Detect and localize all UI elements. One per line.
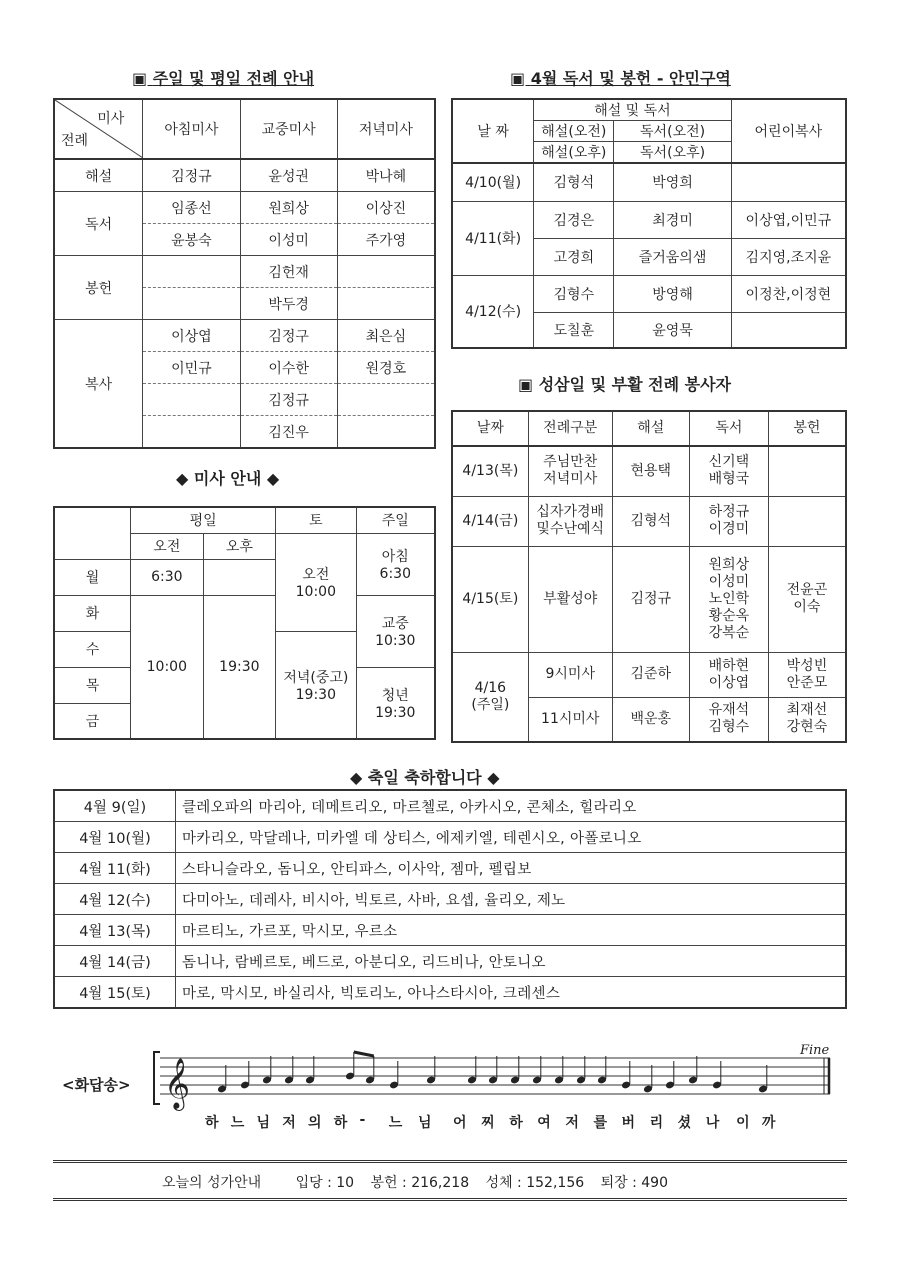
am-commentary-header: 해설(오전) — [534, 121, 614, 142]
sat-pm-time: 19:30 — [295, 686, 336, 703]
holy-week-title-text: 성삼일 및 부활 전례 봉사자 — [538, 375, 731, 394]
feast-saints: 마르티노, 가르포, 막시모, 우르소 — [176, 915, 847, 946]
header-cell: 해설 — [612, 411, 689, 446]
feast-saints: 클레오파의 마리아, 데메트리오, 마르첼로, 아카시오, 콘체소, 힐라리오 — [176, 790, 847, 822]
cell: 김정규 — [612, 546, 689, 652]
date-line: 4/16 — [474, 679, 507, 696]
header-cell: 날짜 — [452, 411, 528, 446]
feast-row — [54, 884, 846, 915]
corner-cell — [54, 99, 143, 159]
cell — [337, 288, 435, 320]
sat-am-label: 오전 — [302, 567, 330, 583]
feast-row — [54, 853, 846, 884]
entrance-value: 10 — [336, 1175, 355, 1191]
date-cell: 4/14(금) — [452, 496, 528, 546]
offerer: 박성빈 — [786, 657, 828, 674]
lyric-syllable: - — [359, 1112, 366, 1128]
liturgy-title-text: 주일 및 평일 전례 안내 — [152, 69, 315, 88]
cell: 김형석 — [612, 496, 689, 546]
cell: 도칠훈 — [534, 312, 614, 348]
sunday-header: 주일 — [356, 507, 435, 533]
date-cell: 4/12(수) — [452, 275, 534, 348]
psalm-label: <화답송> — [62, 1076, 131, 1094]
cell: 이민규 — [143, 352, 240, 384]
lyric-syllable: 님 — [256, 1115, 270, 1131]
sat-pm-label: 저녁(중고) — [283, 669, 349, 686]
type-line: 및수난예식 — [536, 521, 605, 537]
date-cell: 4/13(목) — [452, 446, 528, 496]
lyric-syllable: 느 — [230, 1115, 245, 1131]
reading-title-text: 4월 독서 및 봉헌 - 안민구역 — [530, 69, 731, 88]
offerer: 강현숙 — [786, 719, 828, 736]
cell: 김정구 — [240, 320, 337, 352]
reader: 이상엽 — [708, 674, 750, 691]
svg-text:𝄞: 𝄞 — [164, 1058, 191, 1109]
day-cell: 화 — [54, 595, 131, 631]
blank-cell — [54, 507, 131, 559]
offertory-cell — [768, 697, 846, 742]
cell — [337, 384, 435, 416]
offerer: 안준모 — [786, 674, 828, 691]
sun-morning-cell — [356, 533, 435, 595]
mon-pm-cell — [203, 559, 276, 595]
date-cell: 4/10(월) — [452, 163, 534, 201]
mass-schedule-table — [53, 506, 436, 740]
feast-date: 4월 14(금) — [54, 946, 176, 977]
readers-cell — [689, 546, 768, 652]
sun-youth-time: 19:30 — [375, 704, 416, 721]
feast-date: 4월 15(토) — [54, 977, 176, 1009]
sun-morning-time: 6:30 — [379, 566, 411, 582]
pm-header: 오후 — [203, 533, 276, 559]
header-cell: 독서 — [689, 411, 768, 446]
cell: 김경은 — [534, 201, 614, 238]
lyric-syllable: 나 — [705, 1115, 720, 1131]
date-line: (주일) — [471, 696, 510, 713]
cell: 원경호 — [337, 352, 435, 384]
cell — [731, 163, 846, 201]
feast-date: 4월 13(목) — [54, 915, 176, 946]
cell: 김지영,조지윤 — [731, 238, 846, 275]
feast-saints: 돔니나, 람베르토, 베드로, 아분디오, 리드비나, 안토니오 — [176, 946, 847, 977]
cell: 즐거움의샘 — [614, 238, 731, 275]
cell — [143, 416, 240, 449]
lyric-syllable: 하 — [509, 1115, 523, 1131]
cell: 최경미 — [614, 201, 731, 238]
lyric-syllable: 님 — [417, 1115, 432, 1131]
feast-row — [54, 822, 846, 853]
reader: 배형국 — [708, 471, 750, 488]
cell: 11시미사 — [528, 697, 612, 742]
sun-main-time: 10:30 — [375, 633, 416, 649]
lyric-syllable: 느 — [388, 1115, 403, 1131]
holy-week-title: ▣ 성삼일 및 부활 전례 봉사자 — [518, 375, 731, 394]
date-cell — [452, 652, 528, 742]
cell — [143, 256, 240, 288]
lyric-syllable: 여 — [537, 1115, 551, 1131]
date-cell: 4/11(화) — [452, 201, 534, 275]
feast-title-text: 축일 축하합니다 — [367, 768, 482, 787]
lyric-syllable: 하 — [333, 1115, 348, 1131]
saturday-header: 토 — [276, 507, 356, 533]
feast-saints: 마카리오, 막달레나, 미카엘 데 상티스, 에제키엘, 테렌시오, 아폴로니오 — [176, 822, 847, 853]
feast-saints: 다미아노, 데레사, 비시아, 빅토르, 사바, 요셉, 율리오, 제노 — [176, 884, 847, 915]
cell: 이정찬,이정현 — [731, 275, 846, 312]
sun-main-label: 교중 — [381, 616, 409, 632]
communion-value: 152,156 — [526, 1175, 585, 1191]
cell: 박나혜 — [337, 159, 435, 192]
mon-am-cell: 6:30 — [131, 559, 204, 595]
weekday-pm-cell: 19:30 — [203, 595, 276, 739]
col-header: 저녁미사 — [337, 99, 435, 159]
lyric-syllable: 찌 — [481, 1115, 495, 1131]
cell: 박두경 — [240, 288, 337, 320]
offertory-cell — [768, 652, 846, 697]
cell: 김헌재 — [240, 256, 337, 288]
weekday-am-cell: 10:00 — [131, 595, 204, 739]
sun-main-cell — [356, 595, 435, 667]
feast-date: 4월 11(화) — [54, 853, 176, 884]
lyric-syllable: 이 — [736, 1115, 750, 1131]
readers-cell — [689, 446, 768, 496]
lyric-syllable: 저 — [282, 1115, 296, 1131]
offerer: 최재선 — [786, 702, 828, 719]
reader: 유재석 — [708, 702, 750, 719]
pm-reading-header: 독서(오후) — [614, 142, 731, 164]
cell: 주가영 — [337, 224, 435, 256]
day-cell: 금 — [54, 703, 131, 739]
cell — [143, 384, 240, 416]
offertory-label: 봉헌 : — [370, 1175, 407, 1191]
offerer: 이숙 — [793, 599, 821, 615]
cell: 김준하 — [612, 652, 689, 697]
cell: 고경희 — [534, 238, 614, 275]
reading-table — [451, 98, 847, 349]
readers-cell — [689, 697, 768, 742]
reader: 김형수 — [708, 719, 750, 736]
weekday-header: 평일 — [131, 507, 276, 533]
sat-am-time: 10:00 — [295, 584, 336, 600]
date-cell: 4/15(토) — [452, 546, 528, 652]
sat-pm-cell — [276, 631, 356, 739]
fine-mark: Fine — [800, 1043, 830, 1058]
cell: 현용택 — [612, 446, 689, 496]
cell: 윤성권 — [240, 159, 337, 192]
mass-guide-title: ◆ 미사 안내 ◆ — [176, 469, 280, 488]
holy-week-table — [451, 410, 847, 743]
note-beam — [354, 1052, 374, 1056]
cell: 부활성야 — [528, 546, 612, 652]
cell: 이상엽 — [143, 320, 240, 352]
cell — [337, 256, 435, 288]
cell: 윤영묵 — [614, 312, 731, 348]
feast-title: ◆ 축일 축하합니다 ◆ — [350, 768, 500, 787]
offertory-cell — [768, 546, 846, 652]
col-header: 교중미사 — [240, 99, 337, 159]
reader: 배하현 — [708, 657, 750, 674]
role-label: 복사 — [54, 320, 143, 449]
cell: 김형수 — [534, 275, 614, 312]
cell: 원희상 — [240, 192, 337, 224]
header-cell: 봉헌 — [768, 411, 846, 446]
cell: 이상엽,이민규 — [731, 201, 846, 238]
reader: 이경미 — [708, 521, 750, 537]
mass-guide-title-text: 미사 안내 — [193, 469, 262, 488]
feast-date: 4월 9(일) — [54, 790, 176, 822]
cell: 이상진 — [337, 192, 435, 224]
readers-cell — [689, 496, 768, 546]
type-cell — [528, 446, 612, 496]
music-staff — [150, 1048, 840, 1112]
cell: 임종선 — [143, 192, 240, 224]
role-label: 해설 — [54, 159, 143, 192]
feast-row — [54, 915, 846, 946]
sat-am-cell — [276, 533, 356, 631]
hymn-guide-label: 오늘의 성가안내 — [162, 1175, 262, 1191]
footer-top-rule — [53, 1160, 847, 1163]
corner-top: 미사 — [97, 111, 125, 127]
lyric-syllable: 의 — [307, 1115, 322, 1131]
group-header: 해설 및 독서 — [534, 99, 732, 121]
cell — [731, 312, 846, 348]
sun-youth-cell — [356, 667, 435, 739]
reader: 하정규 — [708, 504, 750, 520]
feast-saints: 스타니슬라오, 돔니오, 안티파스, 이사악, 젬마, 펠립보 — [176, 853, 847, 884]
feast-row — [54, 946, 846, 977]
cell: 방영해 — [614, 275, 731, 312]
corner-bottom: 전례 — [61, 133, 89, 149]
cell — [768, 446, 846, 496]
cell: 최은심 — [337, 320, 435, 352]
cell: 백운홍 — [612, 697, 689, 742]
type-line: 십자가경배 — [536, 504, 605, 520]
lyric-syllable: 저 — [565, 1115, 579, 1131]
date-header: 날 짜 — [452, 99, 534, 163]
sun-youth-label: 청년 — [381, 687, 409, 704]
cell: 김정규 — [143, 159, 240, 192]
feast-row — [54, 977, 846, 1009]
cell: 이성미 — [240, 224, 337, 256]
am-reading-header: 독서(오전) — [614, 121, 731, 142]
liturgy-title: ▣ 주일 및 평일 전례 안내 — [132, 69, 315, 88]
type-cell — [528, 496, 612, 546]
feast-date: 4월 12(수) — [54, 884, 176, 915]
reader: 신기택 — [708, 454, 750, 471]
cell: 김진우 — [240, 416, 337, 449]
pm-commentary-header: 해설(오후) — [534, 142, 614, 164]
cell — [143, 288, 240, 320]
day-cell: 월 — [54, 559, 131, 595]
liturgy-table — [53, 98, 436, 449]
sun-morning-label: 아침 — [381, 549, 409, 565]
cell — [768, 496, 846, 546]
col-header: 아침미사 — [143, 99, 240, 159]
header-cell: 전례구분 — [528, 411, 612, 446]
role-label: 봉헌 — [54, 256, 143, 320]
cell — [337, 416, 435, 449]
reader: 이성미 — [708, 573, 750, 590]
reading-title: ▣ 4월 독서 및 봉헌 - 안민구역 — [510, 69, 731, 88]
hymn-guide — [162, 1172, 668, 1192]
entrance-label: 입당 : — [295, 1175, 332, 1191]
cell: 김정규 — [240, 384, 337, 416]
altar-header: 어린이복사 — [731, 99, 846, 163]
cell: 윤봉숙 — [143, 224, 240, 256]
cell: 박영희 — [614, 163, 731, 201]
day-cell: 수 — [54, 631, 131, 667]
footer-bottom-rule — [53, 1198, 847, 1201]
lyric-syllable: 리 — [649, 1115, 664, 1131]
type-line: 주님만찬 — [543, 454, 598, 471]
lyric-syllable: 어 — [453, 1115, 467, 1131]
day-cell: 목 — [54, 667, 131, 703]
cell: 9시미사 — [528, 652, 612, 697]
reader: 황순옥 — [708, 607, 750, 624]
type-line: 저녁미사 — [543, 471, 598, 488]
feast-saints: 마로, 막시모, 바실리사, 빅토리노, 아나스타시아, 크레센스 — [176, 977, 847, 1009]
offerer: 전윤곤 — [786, 582, 828, 598]
am-header: 오전 — [131, 533, 204, 559]
feast-date: 4월 10(월) — [54, 822, 176, 853]
cell: 김형석 — [534, 163, 614, 201]
lyric-syllable: 하 — [205, 1115, 219, 1131]
lyric-syllable: 를 — [593, 1115, 607, 1131]
offertory-value: 216,218 — [411, 1175, 470, 1191]
cell: 이수한 — [240, 352, 337, 384]
reader: 노인학 — [708, 590, 750, 607]
readers-cell — [689, 652, 768, 697]
lyric-syllable: 셨 — [677, 1115, 692, 1131]
lyric-syllable: 까 — [761, 1115, 776, 1131]
recessional-label: 퇴장 : — [600, 1175, 637, 1191]
feast-table — [53, 789, 847, 1009]
reader: 강복순 — [708, 624, 750, 641]
lyric-syllable: 버 — [621, 1115, 636, 1131]
role-label: 독서 — [54, 192, 143, 256]
communion-label: 성체 : — [485, 1175, 522, 1191]
recessional-value: 490 — [641, 1175, 668, 1191]
reader: 원희상 — [708, 556, 750, 573]
feast-row — [54, 790, 846, 822]
